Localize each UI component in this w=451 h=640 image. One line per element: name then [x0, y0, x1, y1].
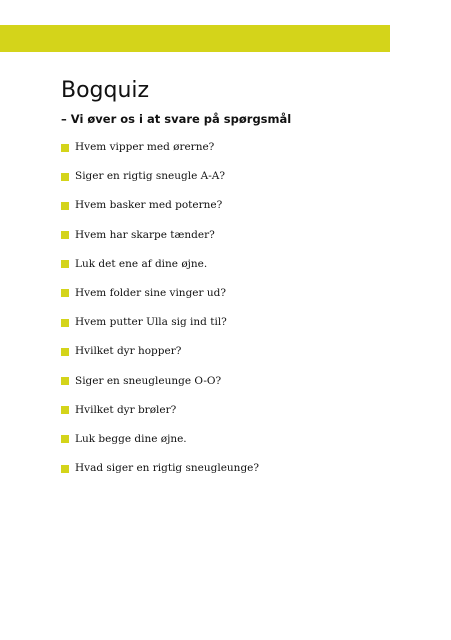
- question-item: [61, 374, 259, 389]
- square-bullet-icon: [61, 348, 69, 356]
- page-subtitle: – Vi øver os i at svare på spørgsmål: [61, 112, 292, 126]
- square-bullet-icon: [61, 406, 69, 414]
- question-item: [61, 461, 259, 476]
- question-item: [61, 228, 259, 243]
- question-list: [61, 140, 259, 490]
- page-title: Bogquiz: [61, 78, 150, 103]
- question-text: Luk det ene af dine øjne.: [75, 257, 208, 270]
- square-bullet-icon: [61, 319, 69, 327]
- question-item: [61, 140, 259, 155]
- question-item: [61, 286, 259, 301]
- square-bullet-icon: [61, 231, 69, 239]
- question-item: [61, 169, 259, 184]
- question-text: Hvem putter Ulla sig ind til?: [75, 316, 227, 329]
- question-text: Hvem folder sine vinger ud?: [75, 286, 226, 299]
- question-item: [61, 315, 259, 330]
- question-item: [61, 403, 259, 418]
- question-text: Hvilket dyr brøler?: [75, 403, 177, 416]
- question-text: Hvilket dyr hopper?: [75, 345, 182, 358]
- question-text: Luk begge dine øjne.: [75, 432, 187, 445]
- square-bullet-icon: [61, 173, 69, 181]
- question-item: [61, 432, 259, 447]
- square-bullet-icon: [61, 289, 69, 297]
- top-accent-band: [0, 25, 390, 52]
- square-bullet-icon: [61, 202, 69, 210]
- question-item: [61, 198, 259, 213]
- question-text: Hvem vipper med ørerne?: [75, 141, 215, 153]
- question-text: Hvem har skarpe tænder?: [75, 228, 215, 241]
- question-text: Siger en rigtig sneugle A-A?: [75, 170, 225, 183]
- question-text: Hvad siger en rigtig sneugleunge?: [75, 462, 260, 475]
- question-text: Siger en sneugleunge O-O?: [75, 374, 222, 387]
- square-bullet-icon: [61, 377, 69, 385]
- square-bullet-icon: [61, 144, 69, 152]
- question-item: [61, 257, 259, 272]
- square-bullet-icon: [61, 435, 69, 443]
- question-text: Hvem basker med poterne?: [75, 199, 223, 212]
- square-bullet-icon: [61, 465, 69, 473]
- question-item: [61, 344, 259, 359]
- square-bullet-icon: [61, 260, 69, 268]
